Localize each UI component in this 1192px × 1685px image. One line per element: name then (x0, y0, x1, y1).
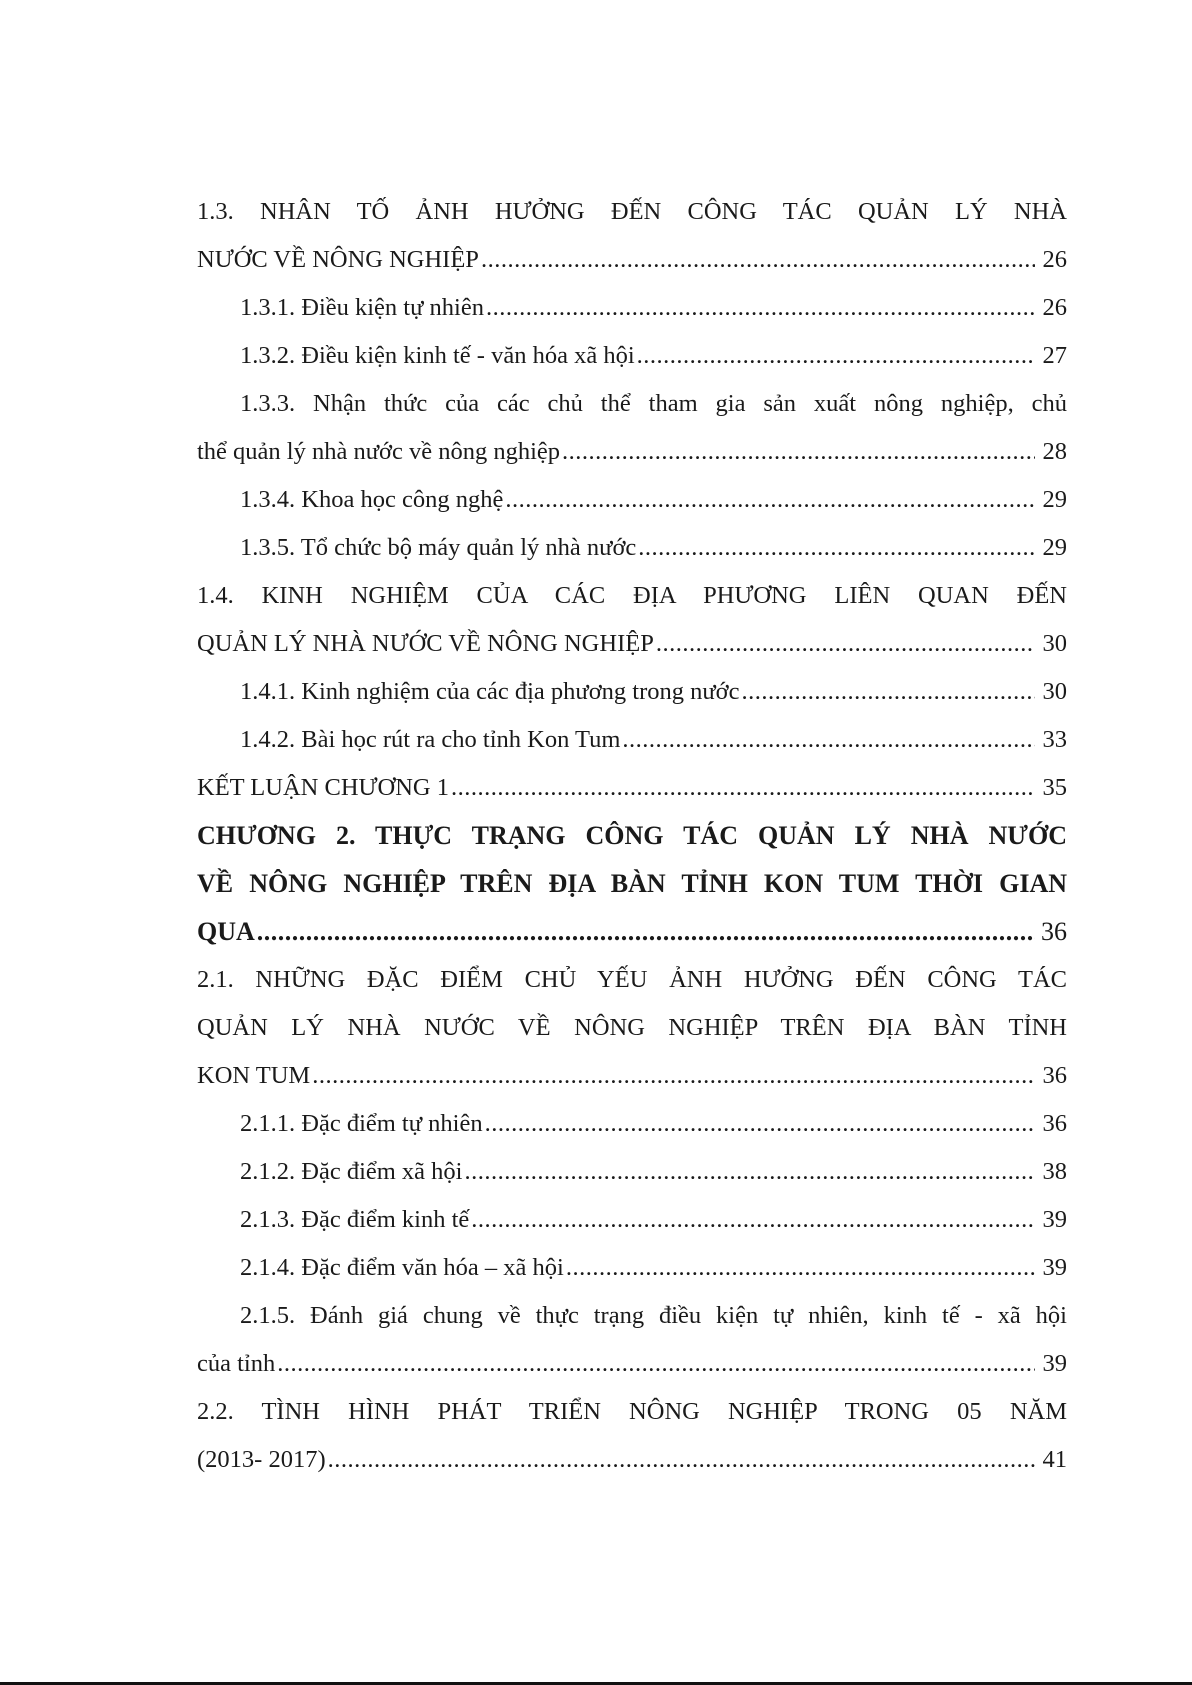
toc-entry-title-line: 2.1.2. Đặc điểm xã hội (240, 1158, 463, 1185)
toc-entry-last-line (197, 332, 1067, 380)
toc-entry (197, 572, 1067, 668)
toc-page-number: 35 (1042, 774, 1067, 801)
dot-leader (486, 284, 1035, 332)
toc-page-number: 36 (1041, 917, 1067, 946)
toc-entry-title-line: 2.1.1. Đặc điểm tự nhiên (240, 1110, 483, 1137)
toc-entry-title-line: 1.3.1. Điều kiện tự nhiên (240, 294, 484, 321)
toc-entry-title-line: QUẢN LÝ NHÀ NƯỚC VỀ NÔNG NGHIỆP TRÊN ĐỊA BÀN TỈNH (197, 1014, 1067, 1041)
toc-page-number: 39 (1042, 1206, 1067, 1233)
dot-leader (451, 764, 1035, 812)
toc-entry-title-line: 1.4.2. Bài học rút ra cho tỉnh Kon Tum (240, 726, 621, 753)
toc-entry-last-line (197, 1148, 1067, 1196)
toc-entry (197, 716, 1067, 764)
toc-entry (197, 1292, 1067, 1388)
dot-leader (562, 428, 1035, 476)
toc-entry-title-line: 2.2. TÌNH HÌNH PHÁT TRIỂN NÔNG NGHIỆP TRONG 05 NĂM (197, 1398, 1067, 1425)
toc-page-number: 26 (1042, 246, 1067, 273)
toc-entry-last-line (197, 1436, 1067, 1484)
toc-page-number: 33 (1042, 726, 1067, 753)
dot-leader (622, 716, 1035, 764)
toc-entry-title-line: 2.1.5. Đánh giá chung về thực trạng điều kiện tự nhiên, kinh tế - xã hội (240, 1302, 1067, 1329)
toc-page-number: 36 (1042, 1110, 1067, 1137)
dot-leader (485, 1100, 1035, 1148)
dot-leader (566, 1244, 1035, 1292)
dot-leader (638, 524, 1035, 572)
toc-entry-last-line (197, 1244, 1067, 1292)
toc-entry-title-line: KẾT LUẬN CHƯƠNG 1 (197, 774, 449, 801)
toc-entry (197, 1388, 1067, 1484)
toc-entry-title-line: VỀ NÔNG NGHIỆP TRÊN ĐỊA BÀN TỈNH KON TUM THỜI GIAN (197, 869, 1067, 898)
dot-leader (481, 236, 1035, 284)
toc-entry (197, 332, 1067, 380)
toc-entry-last-line (197, 764, 1067, 812)
toc-entry-title-line: của tỉnh (197, 1350, 276, 1377)
toc-page-number: 26 (1042, 294, 1067, 321)
dot-leader (505, 476, 1035, 524)
toc-entry (197, 380, 1067, 476)
toc-entry-title-line: QUẢN LÝ NHÀ NƯỚC VỀ NÔNG NGHIỆP (197, 630, 654, 657)
toc-entry (197, 1100, 1067, 1148)
toc-page-number: 39 (1042, 1254, 1067, 1281)
toc-entry-last-line (197, 1052, 1067, 1100)
toc-entry-title-line: 2.1. NHỮNG ĐẶC ĐIỂM CHỦ YẾU ẢNH HƯỞNG ĐẾN CÔNG TÁC (197, 966, 1067, 993)
toc-entry-title-line: thể quản lý nhà nước về nông nghiệp (197, 438, 561, 465)
toc-entry (197, 1148, 1067, 1196)
toc-entry (197, 284, 1067, 332)
toc-entry-last-line (197, 1100, 1067, 1148)
toc-page-number: 30 (1042, 678, 1067, 705)
dot-leader (257, 908, 1035, 956)
dot-leader (277, 1340, 1035, 1388)
toc-entry-last-line (197, 476, 1067, 524)
toc-entry (197, 668, 1067, 716)
dot-leader (741, 668, 1035, 716)
toc-entry-title-line: 1.4. KINH NGHIỆM CỦA CÁC ĐỊA PHƯƠNG LIÊN QUAN ĐẾN (197, 582, 1067, 609)
toc-entry-last-line (197, 620, 1067, 668)
toc-entry-title-line: CHƯƠNG 2. THỰC TRẠNG CÔNG TÁC QUẢN LÝ NHÀ NƯỚC (197, 821, 1067, 850)
table-of-contents (197, 188, 1067, 1484)
toc-page-number: 38 (1042, 1158, 1067, 1185)
toc-page-number: 27 (1042, 342, 1067, 369)
toc-page-number: 29 (1042, 486, 1067, 513)
toc-entry-title-line: 1.3.4. Khoa học công nghệ (240, 486, 504, 513)
toc-entry-title-line: QUA (197, 917, 255, 946)
toc-entry (197, 956, 1067, 1100)
toc-entry (197, 812, 1067, 956)
toc-entry-title-line: 1.3.2. Điều kiện kinh tế - văn hóa xã hội (240, 342, 635, 369)
toc-entry (197, 476, 1067, 524)
toc-page-number: 41 (1042, 1446, 1067, 1473)
toc-page-number: 36 (1042, 1062, 1067, 1089)
toc-entry-last-line (197, 428, 1067, 476)
toc-entry-last-line (197, 1196, 1067, 1244)
toc-entry (197, 524, 1067, 572)
toc-page-number: 39 (1042, 1350, 1067, 1377)
toc-entry-title-line: 2.1.3. Đặc điểm kinh tế (240, 1206, 470, 1233)
toc-entry-last-line (197, 524, 1067, 572)
toc-entry-last-line (197, 236, 1067, 284)
toc-entry-last-line (197, 1340, 1067, 1388)
toc-entry (197, 1196, 1067, 1244)
dot-leader (656, 620, 1035, 668)
toc-entry-title-line: 1.3. NHÂN TỐ ẢNH HƯỞNG ĐẾN CÔNG TÁC QUẢN LÝ NHÀ (197, 198, 1067, 225)
toc-entry-title-line: NƯỚC VỀ NÔNG NGHIỆP (197, 246, 479, 273)
toc-entry (197, 1244, 1067, 1292)
toc-entry-title-line: KON TUM (197, 1062, 311, 1089)
toc-page-number: 29 (1042, 534, 1067, 561)
toc-entry-title-line: 1.4.1. Kinh nghiệm của các địa phương trong nước (240, 678, 740, 705)
toc-entry-title-line: (2013- 2017) (197, 1446, 326, 1473)
dot-leader (312, 1052, 1035, 1100)
toc-entry-last-line (197, 908, 1067, 956)
toc-entry-title-line: 1.3.5. Tổ chức bộ máy quản lý nhà nước (240, 534, 637, 561)
toc-entry (197, 764, 1067, 812)
toc-entry-last-line (197, 284, 1067, 332)
toc-entry-title-line: 1.3.3. Nhận thức của các chủ thể tham gia sản xuất nông nghiệp, chủ (240, 390, 1067, 417)
toc-entry-title-line: 2.1.4. Đặc điểm văn hóa – xã hội (240, 1254, 564, 1281)
toc-page-number: 30 (1042, 630, 1067, 657)
toc-entry-last-line (197, 716, 1067, 764)
toc-page-number: 28 (1042, 438, 1067, 465)
dot-leader (465, 1148, 1036, 1196)
dot-leader (328, 1436, 1035, 1484)
dot-leader (637, 332, 1035, 380)
dot-leader (471, 1196, 1035, 1244)
toc-entry-last-line (197, 668, 1067, 716)
toc-entry (197, 188, 1067, 284)
